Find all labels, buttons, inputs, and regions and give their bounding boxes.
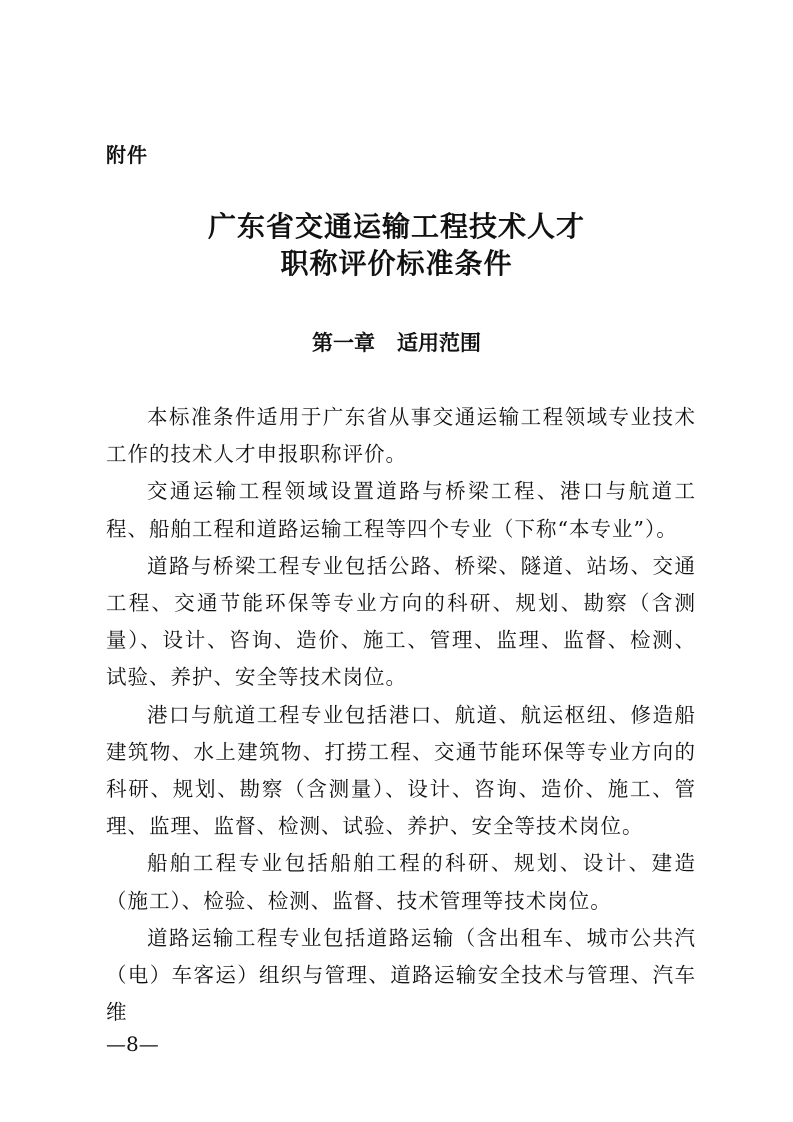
chapter-heading xyxy=(0,328,793,358)
page-number: —8— xyxy=(106,1032,159,1056)
attachment-label: 附件 xyxy=(106,143,148,167)
chapter-name: 适用范围 xyxy=(397,331,481,355)
document-title-line-2: 职称评价标准条件 xyxy=(280,247,513,280)
document-title-line-1: 广东省交通运输工程技术人才 xyxy=(207,210,585,243)
paragraph: 船舶工程专业包括船舶工程的科研、规划、设计、建造（施工）、检验、检测、监督、技术管理等技术岗位。 xyxy=(106,851,696,913)
body-text xyxy=(106,399,696,1031)
paragraph: 港口与航道工程专业包括港口、航道、航运枢纽、修造船建筑物、水上建筑物、打捞工程、交通节能环保等专业方向的科研、规划、勘察（含测量）、设计、咨询、造价、施工、管理、监理、监督、检测、试验、养护、安全等技术岗位。 xyxy=(106,702,696,839)
paragraph: 本标准条件适用于广东省从事交通运输工程领域专业技术工作的技术人才申报职称评价。 xyxy=(106,405,696,467)
chapter-number: 第一章 xyxy=(312,331,375,355)
paragraph: 道路与桥梁工程专业包括公路、桥梁、隧道、站场、交通工程、交通节能环保等专业方向的科研、规划、勘察（含测量）、设计、咨询、造价、施工、管理、监理、监督、检测、试验、养护、安全等技术岗位。 xyxy=(106,553,696,690)
paragraph: 道路运输工程专业包括道路运输（含出租车、城市公共汽（电）车客运）组织与管理、道路运输安全技术与管理、汽车维 xyxy=(106,925,696,1025)
paragraph: 交通运输工程领域设置道路与桥梁工程、港口与航道工程、船舶工程和道路运输工程等四个专业（下称“本专业”）。 xyxy=(106,479,696,541)
